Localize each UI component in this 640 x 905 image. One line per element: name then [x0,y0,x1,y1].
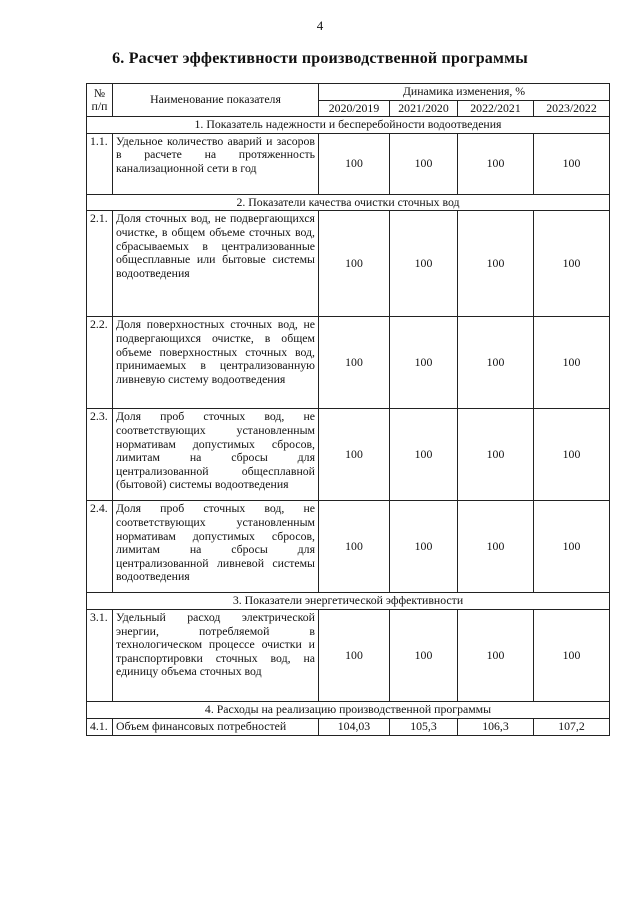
row-number: 1.1. [87,133,113,194]
header-num: № п/п [87,84,113,117]
header-year: 2022/2021 [458,100,534,117]
section-row [87,194,610,211]
dynamics-value: 100 [534,501,610,593]
row-number: 2.1. [87,211,113,317]
dynamics-value: 100 [390,133,458,194]
indicator-name: Доля поверхностных сточных вод, не подвергающихся очистке, в общем объеме поверхностных сточных вод, принимаемых в централизованную ливневую систему водоотведения [113,317,319,409]
dynamics-value: 100 [458,501,534,593]
dynamics-value: 107,2 [534,718,610,735]
header-year: 2023/2022 [534,100,610,117]
section-title: 4. Расходы на реализацию производственной программы [87,701,610,718]
dynamics-value: 104,03 [319,718,390,735]
dynamics-value: 100 [458,409,534,501]
dynamics-value: 100 [534,409,610,501]
table-row [87,409,610,501]
header-year: 2020/2019 [319,100,390,117]
dynamics-value: 100 [458,133,534,194]
dynamics-value: 100 [319,501,390,593]
dynamics-value: 100 [458,609,534,701]
indicator-name: Доля проб сточных вод, не соответствующих установленным нормативам допустимых сбросов, лимитам на сбросы для централизованной ливневой системы водоотведения [113,501,319,593]
dynamics-value: 100 [458,211,534,317]
table-row [87,501,610,593]
row-number: 2.2. [87,317,113,409]
dynamics-value: 105,3 [390,718,458,735]
dynamics-value: 100 [458,317,534,409]
dynamics-value: 100 [534,211,610,317]
row-number: 2.3. [87,409,113,501]
table-row [87,211,610,317]
header-year: 2021/2020 [390,100,458,117]
dynamics-value: 100 [390,317,458,409]
dynamics-value: 100 [390,409,458,501]
dynamics-value: 100 [390,609,458,701]
dynamics-value: 100 [319,317,390,409]
page-number: 4 [316,18,324,33]
header-dynamics: Динамика изменения, % [319,84,610,101]
row-number: 3.1. [87,609,113,701]
section-title: 2. Показатели качества очистки сточных вод [87,194,610,211]
dynamics-value: 100 [390,501,458,593]
efficiency-table [86,83,610,736]
indicator-name: Объем финансовых потребностей [113,718,319,735]
dynamics-value: 100 [319,609,390,701]
section-title: 1. Показатель надежности и бесперебойности водоотведения [87,117,610,134]
indicator-name: Удельное количество аварий и засоров в расчете на протяженность канализационной сети в год [113,133,319,194]
table-row [87,133,610,194]
table-row [87,718,610,735]
section-row [87,117,610,134]
dynamics-value: 106,3 [458,718,534,735]
dynamics-value: 100 [534,133,610,194]
row-number: 4.1. [87,718,113,735]
dynamics-value: 100 [390,211,458,317]
table-row [87,609,610,701]
indicator-name: Удельный расход электрической энергии, потребляемой в технологическом процессе очистки и транспортировки сточных вод, на единицу объема сточных вод [113,609,319,701]
header-name: Наименование показателя [113,84,319,117]
dynamics-value: 100 [534,317,610,409]
row-number: 2.4. [87,501,113,593]
dynamics-value: 100 [319,133,390,194]
page-title: 6. Расчет эффективности производственной программы [112,50,528,67]
indicator-name: Доля сточных вод, не подвергающихся очистке, в общем объеме сточных вод, сбрасываемых в централизованные общесплавные или бытовые системы водоотведения [113,211,319,317]
section-row [87,701,610,718]
indicator-name: Доля проб сточных вод, не соответствующих установленным нормативам допустимых сбросов, лимитам на сбросы для централизованной общесплавной (бытовой) системы водоотведения [113,409,319,501]
dynamics-value: 100 [319,409,390,501]
table-row [87,317,610,409]
section-row [87,593,610,610]
dynamics-value: 100 [319,211,390,317]
dynamics-value: 100 [534,609,610,701]
section-title: 3. Показатели энергетической эффективности [87,593,610,610]
